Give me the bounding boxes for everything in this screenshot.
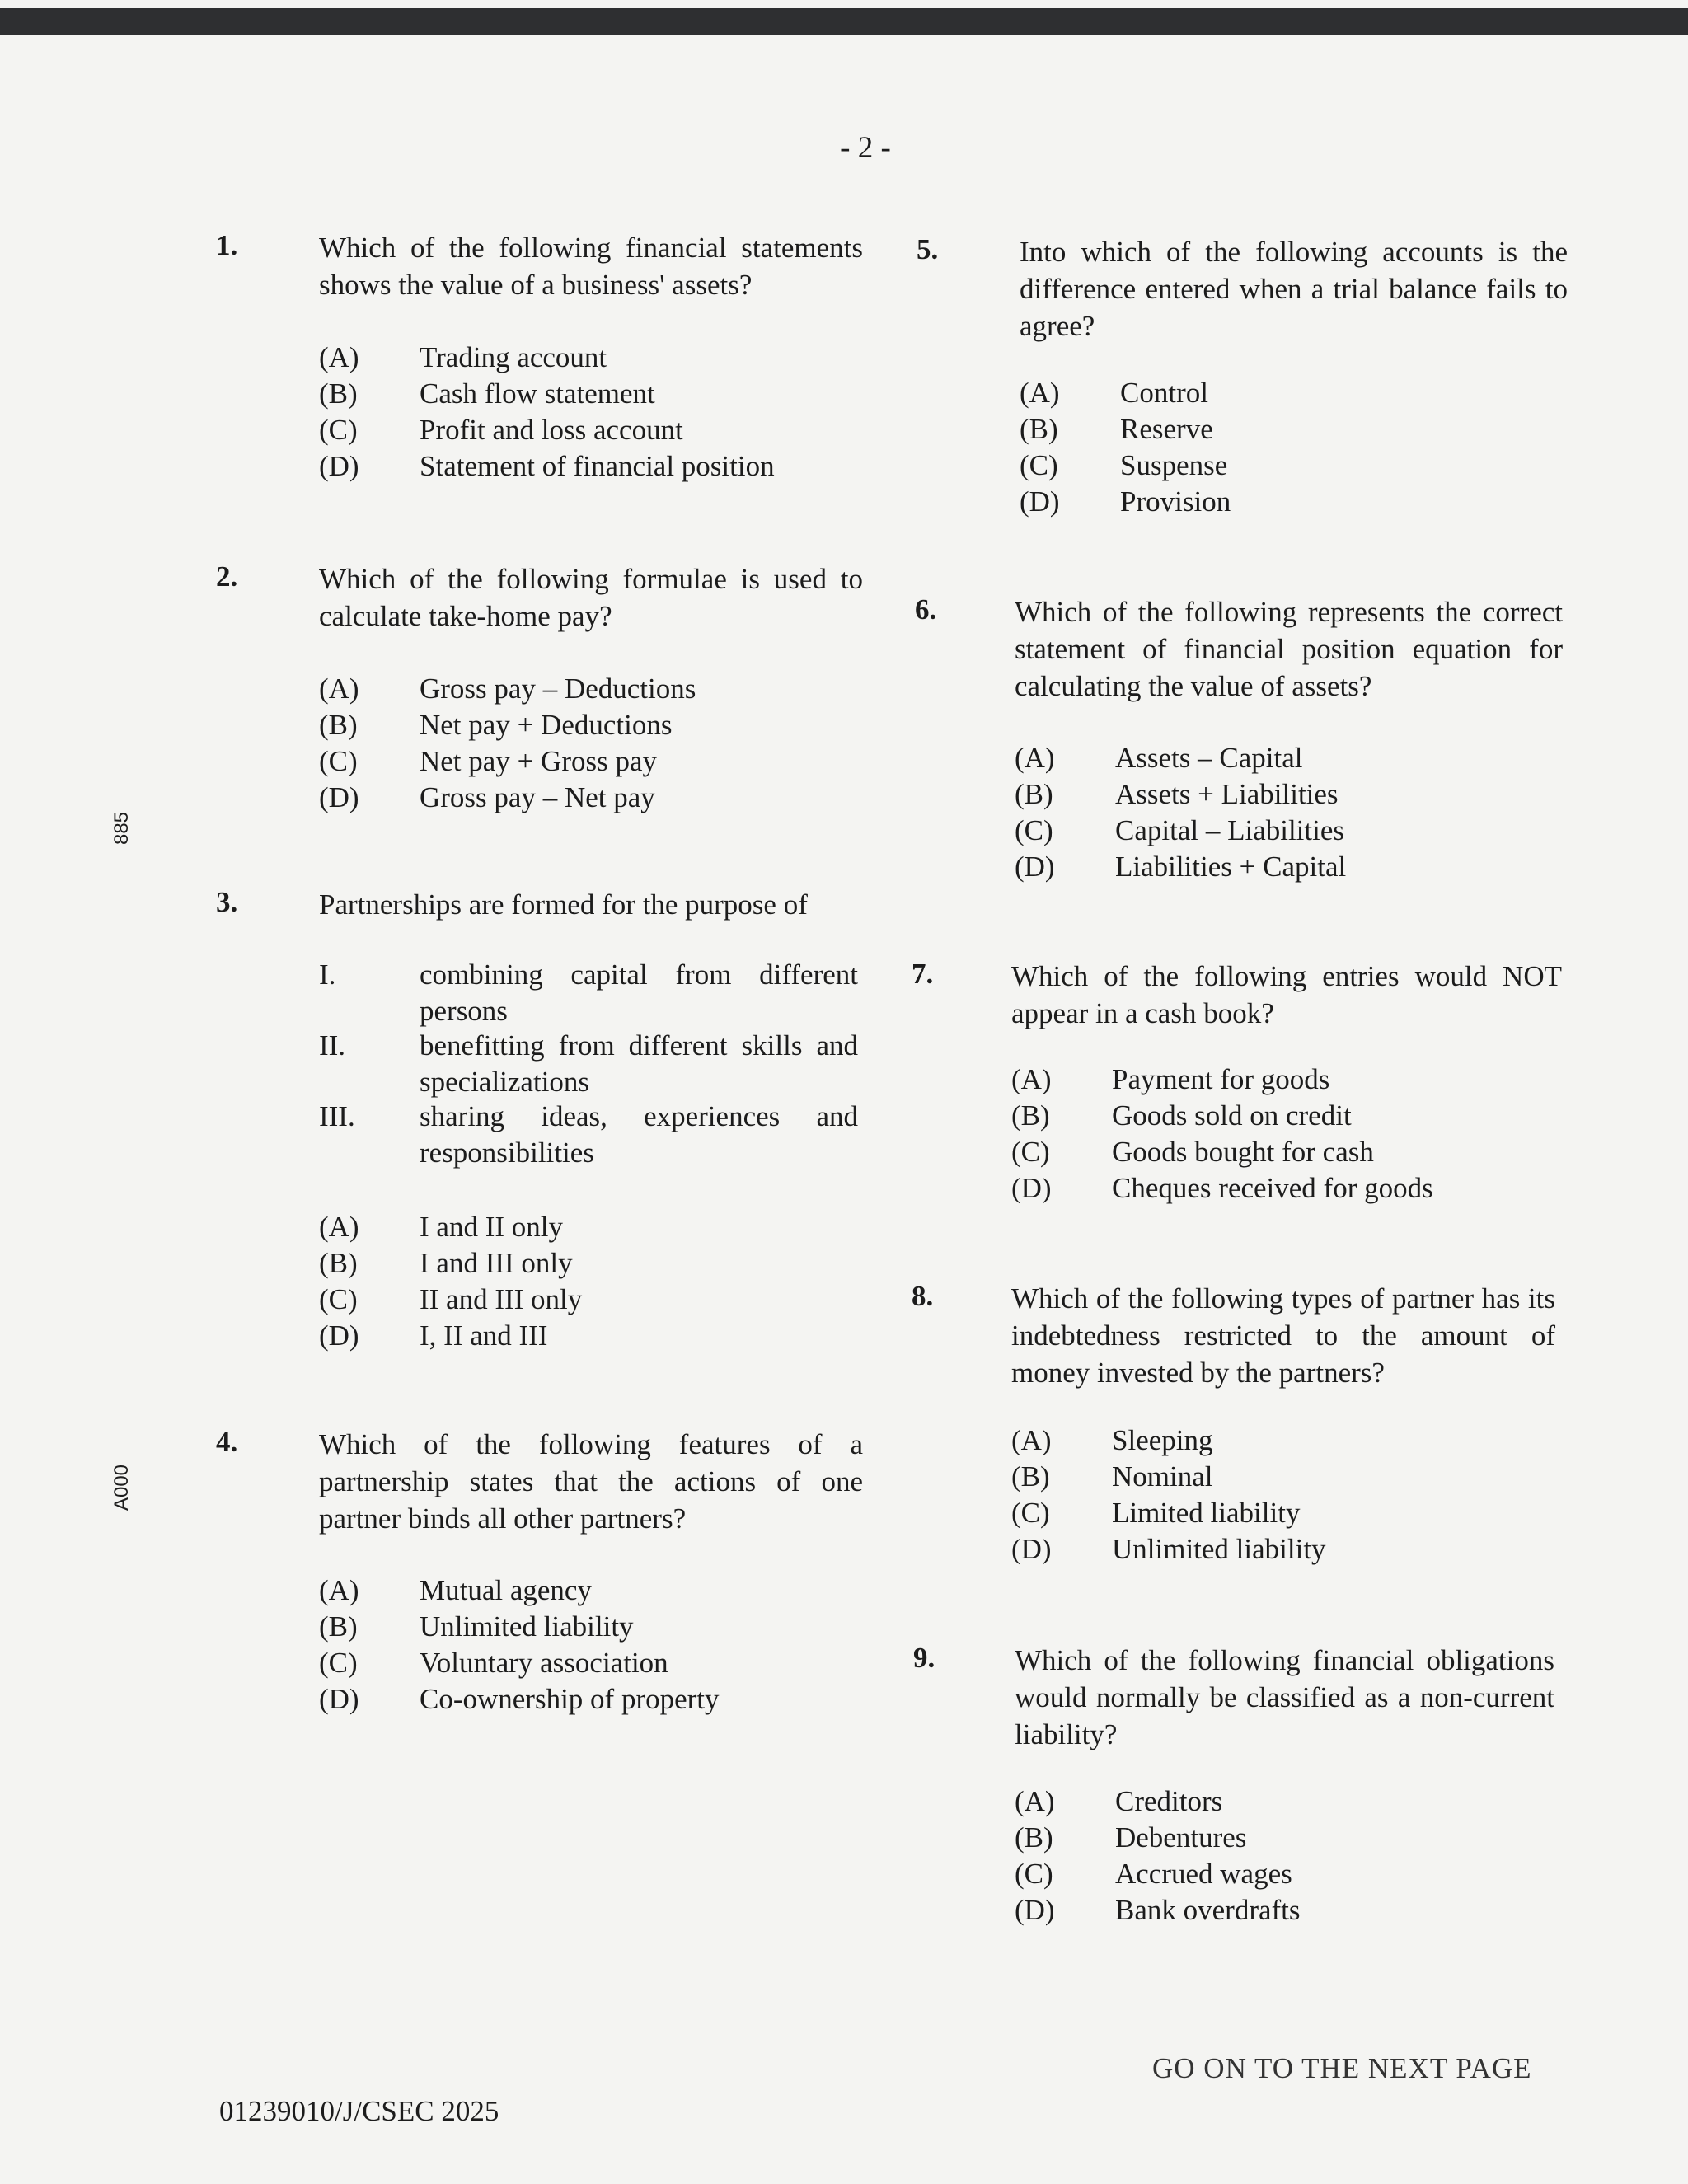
option-text: Assets – Capital — [1115, 742, 1303, 774]
option-text: Reserve — [1120, 413, 1213, 445]
question-number: 1. — [216, 229, 238, 261]
question-stem: Which of the following formulae is used to calculate take-home pay? — [319, 563, 863, 632]
question-stem: Partnerships are formed for the purpose of — [319, 888, 808, 921]
option-list — [1011, 1422, 1326, 1568]
paper-code: 01239010/J/CSEC 2025 — [219, 2095, 499, 2127]
option-letter: (D) — [1015, 1894, 1055, 1926]
statement-numeral: III. — [319, 1100, 355, 1132]
option-text: I, II and III — [420, 1319, 548, 1352]
option-letter: (D) — [319, 1683, 359, 1715]
option-letter: (B) — [1020, 413, 1058, 445]
option-letter: (C) — [319, 1647, 358, 1679]
option-text: Unlimited liability — [420, 1610, 634, 1643]
option-a[interactable] — [319, 1209, 582, 1245]
option-b[interactable] — [1015, 1820, 1301, 1856]
question-stem: Which of the following entries would NOT appear in a cash book? — [1011, 960, 1562, 1029]
option-letter: (C) — [1015, 1858, 1053, 1890]
option-text: Gross pay – Net pay — [420, 781, 655, 813]
option-text: Debentures — [1115, 1821, 1247, 1854]
option-letter: (A) — [319, 673, 359, 705]
question-stem: Into which of the following accounts is the difference entered when a trial balance fails to agree? — [1020, 236, 1568, 342]
question-stem: Which of the following financial obligations would normally be classified as a non-current liability? — [1015, 1644, 1554, 1750]
next-page-instruction: GO ON TO THE NEXT PAGE — [1152, 2052, 1532, 2084]
question-number: 8. — [912, 1280, 934, 1312]
option-letter: (B) — [319, 1247, 358, 1279]
option-text: Cheques received for goods — [1112, 1172, 1433, 1204]
option-text: Accrued wages — [1115, 1858, 1292, 1890]
option-letter: (D) — [319, 450, 359, 482]
option-b[interactable] — [319, 1245, 582, 1282]
option-a[interactable] — [319, 340, 775, 376]
option-b[interactable] — [1020, 411, 1231, 448]
option-b[interactable] — [319, 376, 775, 412]
option-b[interactable] — [1011, 1098, 1433, 1134]
option-text: Net pay + Deductions — [420, 709, 673, 741]
option-c[interactable] — [319, 743, 696, 780]
option-list — [1020, 375, 1231, 520]
option-b[interactable] — [319, 707, 696, 743]
scan-top-border — [0, 8, 1688, 35]
option-d[interactable] — [1015, 849, 1346, 885]
option-letter: (B) — [319, 709, 358, 741]
page-number: - 2 - — [840, 131, 891, 165]
option-c[interactable] — [319, 412, 775, 448]
option-list — [1011, 1062, 1433, 1207]
option-text: Trading account — [420, 341, 607, 373]
option-letter: (A) — [1020, 377, 1060, 409]
option-a[interactable] — [1015, 740, 1346, 776]
option-list — [1015, 1783, 1301, 1929]
question-number: 9. — [913, 1642, 935, 1674]
option-a[interactable] — [1011, 1422, 1326, 1459]
option-text: Goods bought for cash — [1112, 1136, 1374, 1168]
option-text: Mutual agency — [420, 1574, 592, 1606]
option-letter: (B) — [1011, 1099, 1050, 1132]
option-text: Creditors — [1115, 1785, 1223, 1817]
option-letter: (B) — [319, 1610, 358, 1643]
option-text: Limited liability — [1112, 1497, 1301, 1529]
option-letter: (A) — [1011, 1424, 1052, 1456]
option-d[interactable] — [319, 780, 696, 816]
option-text: Statement of financial position — [420, 450, 775, 482]
option-text: Provision — [1120, 485, 1231, 518]
option-text: Nominal — [1112, 1460, 1213, 1493]
option-list — [319, 671, 696, 816]
option-list — [319, 340, 775, 485]
option-text: Assets + Liabilities — [1115, 778, 1339, 810]
option-d[interactable] — [1011, 1531, 1326, 1568]
option-c[interactable] — [1020, 448, 1231, 484]
option-text: Control — [1120, 377, 1208, 409]
option-text: Net pay + Gross pay — [420, 745, 658, 777]
option-c[interactable] — [319, 1282, 582, 1318]
option-list — [1015, 740, 1346, 885]
option-b[interactable] — [1015, 776, 1346, 813]
option-letter: (D) — [319, 1319, 359, 1352]
option-c[interactable] — [1015, 1856, 1301, 1892]
option-letter: (B) — [319, 377, 358, 410]
statement-numeral: II. — [319, 1029, 346, 1062]
question-number: 6. — [915, 593, 937, 626]
option-letter: (A) — [1011, 1063, 1052, 1095]
option-letter: (A) — [1015, 1785, 1055, 1817]
option-text: Co-ownership of property — [420, 1683, 720, 1715]
option-letter: (C) — [1020, 449, 1058, 481]
option-letter: (C) — [319, 745, 358, 777]
option-letter: (C) — [1011, 1136, 1050, 1168]
option-d[interactable] — [319, 1318, 582, 1354]
option-letter: (C) — [319, 414, 358, 446]
option-letter: (B) — [1015, 1821, 1053, 1854]
option-letter: (C) — [319, 1283, 358, 1315]
statement-iii — [319, 1099, 863, 1171]
question-number: 4. — [216, 1426, 238, 1458]
option-letter: (B) — [1011, 1460, 1050, 1493]
option-c[interactable] — [319, 1645, 720, 1681]
option-text: Suspense — [1120, 449, 1228, 481]
option-letter: (A) — [319, 1574, 359, 1606]
option-letter: (C) — [1011, 1497, 1050, 1529]
option-c[interactable] — [1011, 1134, 1433, 1170]
option-letter: (A) — [319, 341, 359, 373]
option-list — [319, 1209, 582, 1354]
option-b[interactable] — [319, 1609, 720, 1645]
option-text: Profit and loss account — [420, 414, 683, 446]
option-a[interactable] — [319, 1572, 720, 1609]
statement-text: sharing ideas, experiences and responsibilities — [420, 1100, 858, 1169]
option-text: Gross pay – Deductions — [420, 673, 696, 705]
statement-text: combining capital from different persons — [420, 958, 858, 1027]
option-text: I and III only — [420, 1247, 573, 1279]
option-b[interactable] — [1011, 1459, 1326, 1495]
option-text: Cash flow statement — [420, 377, 655, 410]
option-letter: (A) — [319, 1211, 359, 1243]
statement-numeral: I. — [319, 958, 336, 991]
option-text: I and II only — [420, 1211, 563, 1243]
option-text: Bank overdrafts — [1115, 1894, 1301, 1926]
option-a[interactable] — [319, 671, 696, 707]
margin-code-top: 885 — [110, 811, 133, 846]
option-text: Liabilities + Capital — [1115, 851, 1347, 883]
option-text: Goods sold on credit — [1112, 1099, 1352, 1132]
option-letter: (D) — [1011, 1172, 1052, 1204]
question-stem: Which of the following represents the correct statement of financial position equation for calculating the value of assets? — [1015, 596, 1563, 702]
margin-code-bottom: A000 — [110, 1464, 133, 1511]
statement-ii — [319, 1028, 863, 1100]
option-text: Unlimited liability — [1112, 1533, 1326, 1565]
option-text: Payment for goods — [1112, 1063, 1330, 1095]
option-letter: (D) — [1015, 851, 1055, 883]
option-letter: (D) — [1020, 485, 1060, 518]
option-text: Capital – Liabilities — [1115, 814, 1345, 846]
option-a[interactable] — [1011, 1062, 1433, 1098]
question-number: 2. — [216, 560, 238, 593]
question-stem: Which of the following financial statements shows the value of a business' assets? — [319, 232, 863, 301]
option-letter: (A) — [1015, 742, 1055, 774]
option-d[interactable] — [319, 448, 775, 485]
option-d[interactable] — [1011, 1170, 1433, 1207]
question-number: 3. — [216, 886, 238, 918]
option-letter: (D) — [319, 781, 359, 813]
option-a[interactable] — [1020, 375, 1231, 411]
option-letter: (C) — [1015, 814, 1053, 846]
option-a[interactable] — [1015, 1783, 1301, 1820]
option-c[interactable] — [1011, 1495, 1326, 1531]
option-d[interactable] — [1015, 1892, 1301, 1929]
question-stem: Which of the following types of partner has its indebtedness restricted to the amount of money invested by the partners? — [1011, 1282, 1555, 1389]
statement-text: benefitting from different skills and specializations — [420, 1029, 858, 1098]
option-d[interactable] — [1020, 484, 1231, 520]
question-number: 5. — [917, 233, 939, 265]
statement-i — [319, 957, 863, 1029]
question-stem: Which of the following features of a partnership states that the actions of one partner binds all other partners? — [319, 1428, 863, 1535]
option-text: II and III only — [420, 1283, 583, 1315]
option-letter: (D) — [1011, 1533, 1052, 1565]
option-list — [319, 1572, 720, 1718]
option-d[interactable] — [319, 1681, 720, 1718]
option-c[interactable] — [1015, 813, 1346, 849]
question-number: 7. — [912, 958, 934, 990]
option-letter: (B) — [1015, 778, 1053, 810]
option-text: Sleeping — [1112, 1424, 1213, 1456]
option-text: Voluntary association — [420, 1647, 668, 1679]
